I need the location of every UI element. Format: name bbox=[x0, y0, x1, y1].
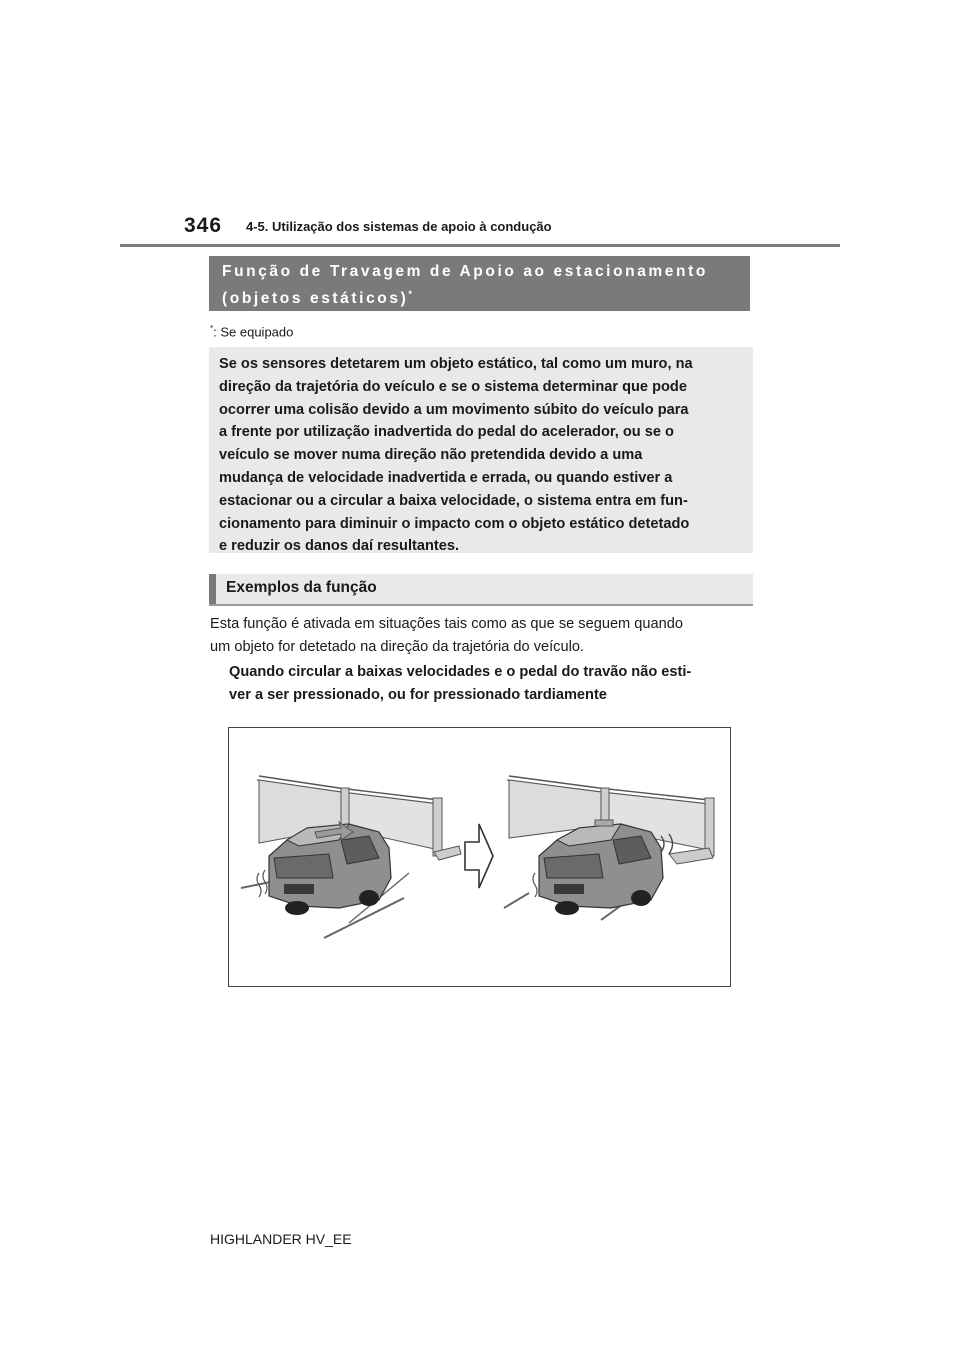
summary-line: veículo se mover numa direção não pretendida devido a uma bbox=[219, 447, 643, 464]
heading-accent-bar bbox=[209, 574, 216, 604]
footnote-marker: * bbox=[210, 324, 214, 333]
footnote-text: : Se equipado bbox=[213, 324, 294, 340]
condition-line: ver a ser pressionado, ou for pressionado tardiamente bbox=[229, 687, 607, 704]
section-title-box bbox=[209, 256, 750, 311]
summary-line: mudança de velocidade inadvertida e errada, ou quando estiver a bbox=[219, 469, 673, 486]
examples-heading-box bbox=[209, 574, 753, 606]
summary-box bbox=[209, 347, 753, 553]
intro-line: um objeto for detetado na direção da trajetória do veículo. bbox=[210, 638, 585, 655]
summary-line: direção da trajetória do veículo e se o sistema determinar que pode bbox=[219, 378, 687, 395]
footnote bbox=[210, 324, 293, 339]
section-title-line-1: Função de Travagem de Apoio ao estacionamento bbox=[222, 263, 708, 280]
car-approaching-wall-icon bbox=[241, 776, 461, 938]
condition-text bbox=[229, 661, 691, 707]
car-stopped-at-wall-icon bbox=[504, 776, 714, 920]
summary-line: e reduzir os danos daí resultantes. bbox=[219, 538, 460, 555]
illustration-svg bbox=[229, 728, 730, 986]
illustration-frame bbox=[228, 727, 731, 987]
running-header: 4-5. Utilização dos sistemas de apoio à condução bbox=[246, 219, 552, 234]
examples-heading: Exemplos da função bbox=[226, 579, 377, 596]
examples-intro bbox=[210, 613, 683, 659]
summary-line: a frente por utilização inadvertida do pedal do acelerador, ou se o bbox=[219, 424, 674, 441]
right-arrow-icon bbox=[465, 824, 493, 888]
summary-line: cionamento para diminuir o impacto com o objeto estático detetado bbox=[219, 515, 690, 532]
section-title-marker: * bbox=[408, 289, 412, 299]
footer-model: HIGHLANDER HV_EE bbox=[210, 1231, 352, 1247]
header-rule bbox=[120, 244, 840, 247]
section-title-line-2-text: (objetos estáticos) bbox=[222, 290, 409, 308]
condition-line: Quando circular a baixas velocidades e o pedal do travão não esti- bbox=[229, 664, 692, 680]
page-number: 346 bbox=[184, 214, 223, 237]
intro-line: Esta função é ativada em situações tais como as que se seguem quando bbox=[210, 616, 683, 632]
summary-line: Se os sensores detetarem um objeto estático, tal como um muro, na bbox=[219, 356, 693, 372]
section-title-line-2 bbox=[222, 283, 738, 310]
summary-line: ocorrer uma colisão devido a um movimento súbito do veículo para bbox=[219, 401, 689, 418]
summary-line: estacionar ou a circular a baixa velocidade, o sistema entra em fun- bbox=[219, 492, 688, 509]
